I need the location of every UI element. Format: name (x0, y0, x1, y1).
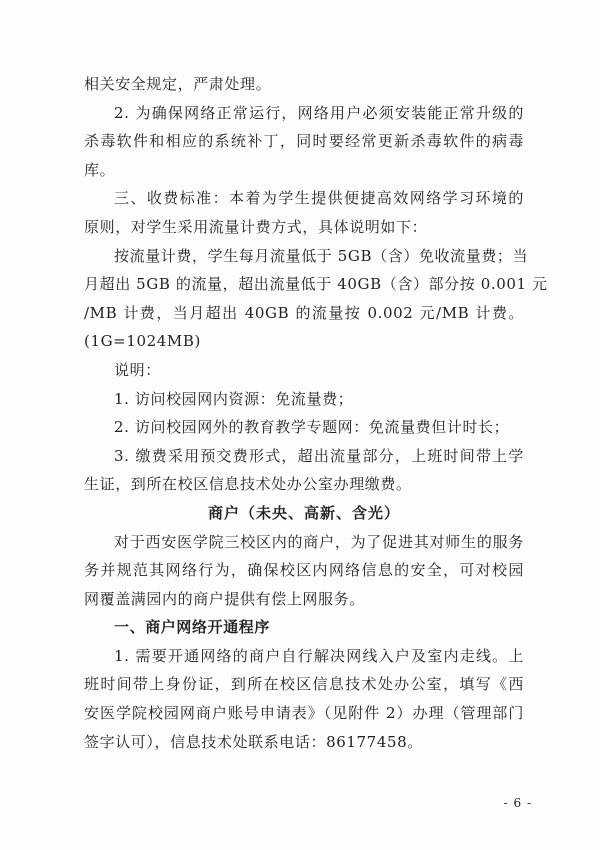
text-line: 相关安全规定，严肃处理。 (84, 75, 272, 93)
text-line: 原则，对学生采用流量计费方式，具体说明如下： (84, 217, 428, 236)
text-line: 3. 缴费采用预交费形式，超出流量部分，上班时间带上学 (114, 446, 524, 465)
text-line: 网覆盖满园内的商户提供有偿上网服务。 (84, 589, 365, 608)
text-line: /MB 计费，当月超出 40GB 的流量按 0.002 元/MB 计费。 (84, 303, 524, 322)
subheading: 一、商户网络开通程序 (114, 618, 271, 637)
text-line: 1. 需要开通网络的商户自行解决网线入户及室内走线。上 (114, 646, 524, 665)
document-body (84, 70, 548, 756)
text-line: 对于西安医学院三校区内的商户，为了促进其对师生的服务 (114, 532, 524, 551)
text-line: 安医学院校园网商户账号申请表》（见附件 2）办理（管理部门 (84, 704, 524, 723)
text-line: (1G=1024MB) (84, 332, 201, 351)
text-line: 班时间带上身份证，到所在校区信息技术处办公室，填写《西 (84, 675, 524, 694)
text-line: 库。 (84, 160, 116, 179)
page-number: - 6 - (503, 796, 532, 810)
text-line: 务并规范其网络行为，确保校区内网络信息的安全，可对校园 (84, 561, 524, 580)
text-line: 杀毒软件和相应的系统补丁，同时要经常更新杀毒软件的病毒 (84, 132, 524, 151)
text-line: 说明： (114, 360, 161, 379)
text-line: 2. 访问校园网外的教育教学专题网：免流量费但计时长； (114, 418, 510, 437)
text-line: 三、收费标准：本着为学生提供便捷高效网络学习环境的 (114, 189, 524, 208)
text-line: 1. 访问校园网内资源：免流量费； (114, 389, 354, 408)
text-line: 生证，到所在校区信息技术处办公室办理缴费。 (84, 475, 412, 494)
text-line: 按流量计费，学生每月流量低于 5GB（含）免收流量费；当 (114, 246, 529, 265)
text-line: 签字认可），信息技术处联系电话：86177458。 (84, 732, 423, 751)
text-line: 2. 为确保网络正常运行，网络用户必须安装能正常升级的 (114, 103, 524, 122)
text-line: 月超出 5GB 的流量，超出流量低于 40GB（含）部分按 0.001 元 (84, 275, 548, 294)
section-title: 商户（未央、高新、含光） (207, 503, 400, 522)
